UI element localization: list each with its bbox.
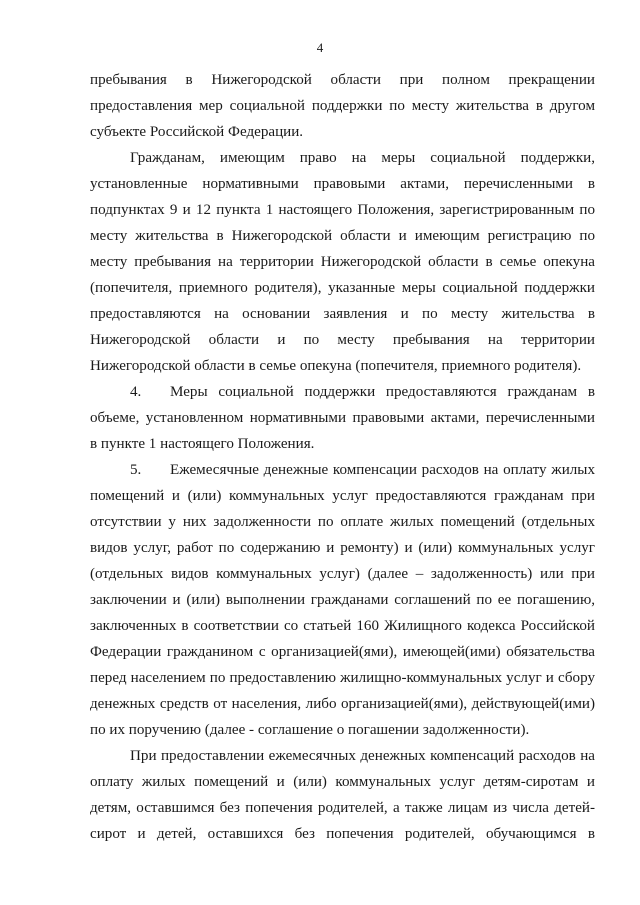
- numbered-paragraph-4: [130, 382, 595, 402]
- text-line: перед населением по предоставлению жилищно-коммунальных услуг и сбору: [90, 670, 595, 686]
- text-line: Нижегородской области в семье опекуна (попечителя, приемного родителя).: [90, 358, 582, 374]
- text-line: отсутствии у них задолженности по оплате жилых помещений (отдельных: [90, 514, 595, 530]
- text-line: Нижегородской области и по месту пребывания на территории: [90, 332, 595, 348]
- text-line: заключенных в соответствии со статьей 160 Жилищного кодекса Российской: [90, 618, 595, 634]
- numbered-paragraph-5: [130, 460, 595, 480]
- text-line: Меры социальной поддержки предоставляются гражданам в: [170, 384, 595, 400]
- text-line: денежных средств от населения, либо организацией(ями), действующей(ими): [90, 696, 595, 712]
- text-line: в пункте 1 настоящего Положения.: [90, 436, 315, 452]
- text-line: оплату жилых помещений и (или) коммунальных услуг детям-сиротам и: [90, 774, 595, 790]
- text-line: (отдельных видов коммунальных услуг) (далее – задолженность) или при: [90, 566, 595, 582]
- text-line: видов услуг, работ по содержанию и ремонту) и (или) коммунальных услуг: [90, 540, 595, 556]
- text-line: детям, оставшимся без попечения родителей, а также лицам из числа детей-: [90, 800, 595, 816]
- text-line: сирот и детей, оставшихся без попечения родителей, обучающимся в: [90, 826, 595, 842]
- text-line: заключении и (или) выполнении гражданами соглашений по ее погашению,: [90, 592, 595, 608]
- text-line: объеме, установленном нормативными правовыми актами, перечисленными: [90, 410, 595, 426]
- text-line: месту жительства в Нижегородской области и имеющим регистрацию по: [90, 228, 595, 244]
- paragraph-number: 4.: [130, 384, 142, 400]
- paragraph-first-line: При предоставлении ежемесячных денежных компенсаций расходов на: [130, 748, 595, 764]
- text-line: подпунктах 9 и 12 пункта 1 настоящего Положения, зарегистрированным по: [90, 202, 595, 218]
- text-line: Ежемесячные денежные компенсации расходов на оплату жилых: [170, 462, 595, 478]
- text-line: установленные нормативными правовыми актами, перечисленными в: [90, 176, 595, 192]
- text-line: предоставляются на основании заявления и по месту жительства в: [90, 306, 595, 322]
- paragraph-first-line: Гражданам, имеющим право на меры социальной поддержки,: [130, 150, 595, 166]
- text-line: Федерации гражданином с организацией(ями), имеющей(ими) обязательства: [90, 644, 595, 660]
- text-line: предоставления мер социальной поддержки по месту жительства в другом: [90, 98, 595, 114]
- text-line: помещений и (или) коммунальных услуг предоставляются гражданам при: [90, 488, 595, 504]
- text-line: месту пребывания на территории Нижегородской области в семье опекуна: [90, 254, 595, 270]
- text-line: (попечителя, приемного родителя), указанные меры социальной поддержки: [90, 280, 595, 296]
- paragraph-number: 5.: [130, 462, 142, 478]
- text-line: по их поручению (далее - соглашение о погашении задолженности).: [90, 722, 530, 738]
- text-line: пребывания в Нижегородской области при полном прекращении: [90, 72, 595, 88]
- page-number: 4: [316, 40, 324, 55]
- text-line: субъекте Российской Федерации.: [90, 124, 304, 140]
